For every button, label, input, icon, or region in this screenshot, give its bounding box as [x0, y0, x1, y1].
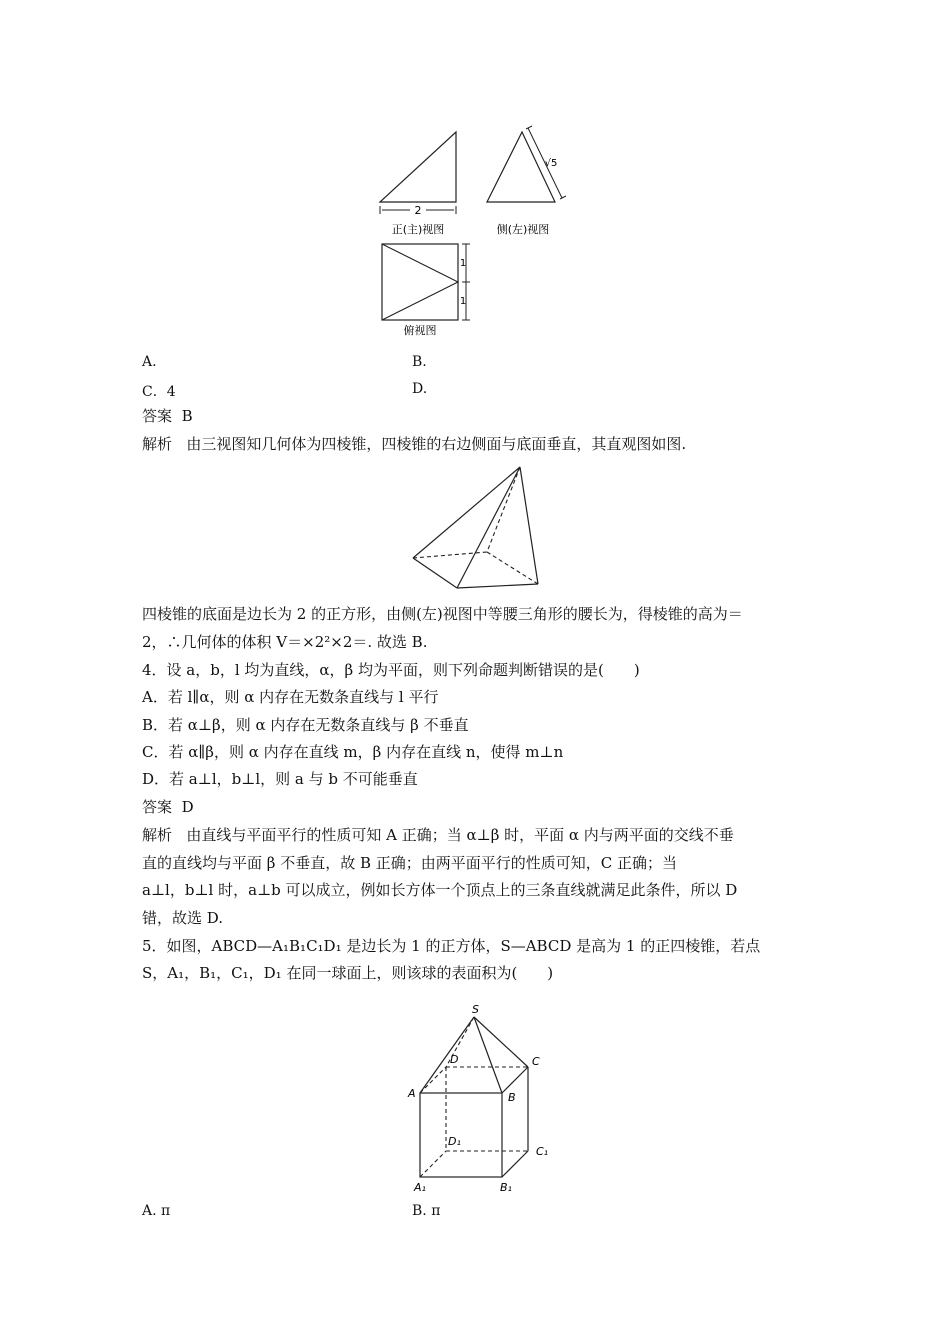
top-dim-lower: 1 — [459, 296, 467, 307]
q5-stem-line1: 5．如图，ABCD—A₁B₁C₁D₁ 是边长为 1 的正方体，S—ABCD 是高为 1 的正四棱锥，若点 — [142, 937, 761, 955]
analysis-label: 解析 — [142, 435, 173, 453]
label-d1: D₁ — [448, 1135, 461, 1148]
label-c: C — [532, 1055, 540, 1068]
three-view-figure — [370, 120, 570, 340]
answer-label: 答案 — [142, 407, 173, 425]
analysis-label: 解析 — [142, 826, 173, 844]
q4-option-b: B．若 α⊥β，则 α 内存在无数条直线与 β 不垂直 — [142, 716, 469, 734]
q4-option-c: C．若 α∥β，则 α 内存在直线 m，β 内存在直线 n，使得 m⊥n — [142, 743, 564, 761]
top-dim-upper: 1 — [459, 258, 467, 269]
label-b: B — [508, 1091, 516, 1104]
label-d: D — [450, 1053, 459, 1066]
q4-analysis-line3: a⊥l，b⊥l 时，a⊥b 可以成立，例如长方体一个顶点上的三条直线就满足此条件，所以 D — [142, 881, 738, 899]
q5-option-a: A. π — [142, 1203, 171, 1219]
answer-label: 答案 — [142, 798, 173, 816]
label-c1: C₁ — [536, 1145, 549, 1158]
q3-option-d: D. — [412, 381, 428, 397]
q4-analysis-line2: 直的直线均与平面 β 不垂直，故 B 正确；由两平面平行的性质可知，C 正确；当 — [142, 854, 678, 872]
label-a: A — [408, 1087, 416, 1100]
label-b1: B₁ — [500, 1181, 512, 1194]
q4-analysis-line1 — [142, 825, 734, 845]
side-view-caption: 侧(左)视图 — [496, 223, 550, 236]
front-width-label: 2 — [414, 204, 422, 217]
label-s: S — [472, 1003, 479, 1016]
cube-pyramid-figure — [400, 1003, 560, 1195]
answer-value: B — [181, 407, 193, 425]
top-view-square — [382, 244, 458, 320]
front-view-caption: 正(主)视图 — [391, 223, 445, 236]
label-a1: A₁ — [414, 1181, 426, 1194]
q3-conclusion-line2: 2，∴几何体的体积 V＝×2²×2＝. 故选 B. — [142, 633, 428, 651]
q4-option-a: A．若 l∥α，则 α 内存在无数条直线与 l 平行 — [142, 688, 439, 706]
q3-option-a: A. — [142, 354, 157, 370]
q4-answer — [142, 797, 194, 817]
analysis-text: 由直线与平面平行的性质可知 A 正确；当 α⊥β 时，平面 α 内与两平面的交线不垂 — [186, 826, 734, 844]
front-view-triangle — [380, 132, 456, 202]
q3-analysis — [142, 434, 686, 454]
analysis-text: 由三视图知几何体为四棱锥，四棱锥的右边侧面与底面垂直，其直观图如图. — [186, 435, 687, 453]
q5-option-b: B. π — [412, 1203, 441, 1219]
q3-conclusion-line1: 四棱锥的底面是边长为 2 的正方形，由侧(左)视图中等腰三角形的腰长为，得棱锥的高为＝ — [142, 605, 743, 623]
top-view-caption: 俯视图 — [403, 324, 437, 337]
q3-answer — [142, 406, 193, 426]
pyramid-figure — [405, 462, 555, 594]
q4-option-d: D．若 a⊥l，b⊥l，则 a 与 b 不可能垂直 — [142, 770, 418, 788]
q4-stem: 4．设 a，b，l 均为直线，α，β 均为平面，则下列命题判断错误的是( ) — [142, 661, 640, 679]
q3-option-c: C．4 — [142, 384, 176, 400]
q4-analysis-line4: 错，故选 D. — [142, 909, 224, 927]
q5-stem-line2: S，A₁，B₁，C₁，D₁ 在同一球面上，则该球的表面积为( ) — [142, 964, 554, 982]
side-edge-label: √5 — [544, 158, 558, 169]
q3-option-b: B. — [412, 354, 427, 370]
answer-value: D — [181, 798, 194, 816]
